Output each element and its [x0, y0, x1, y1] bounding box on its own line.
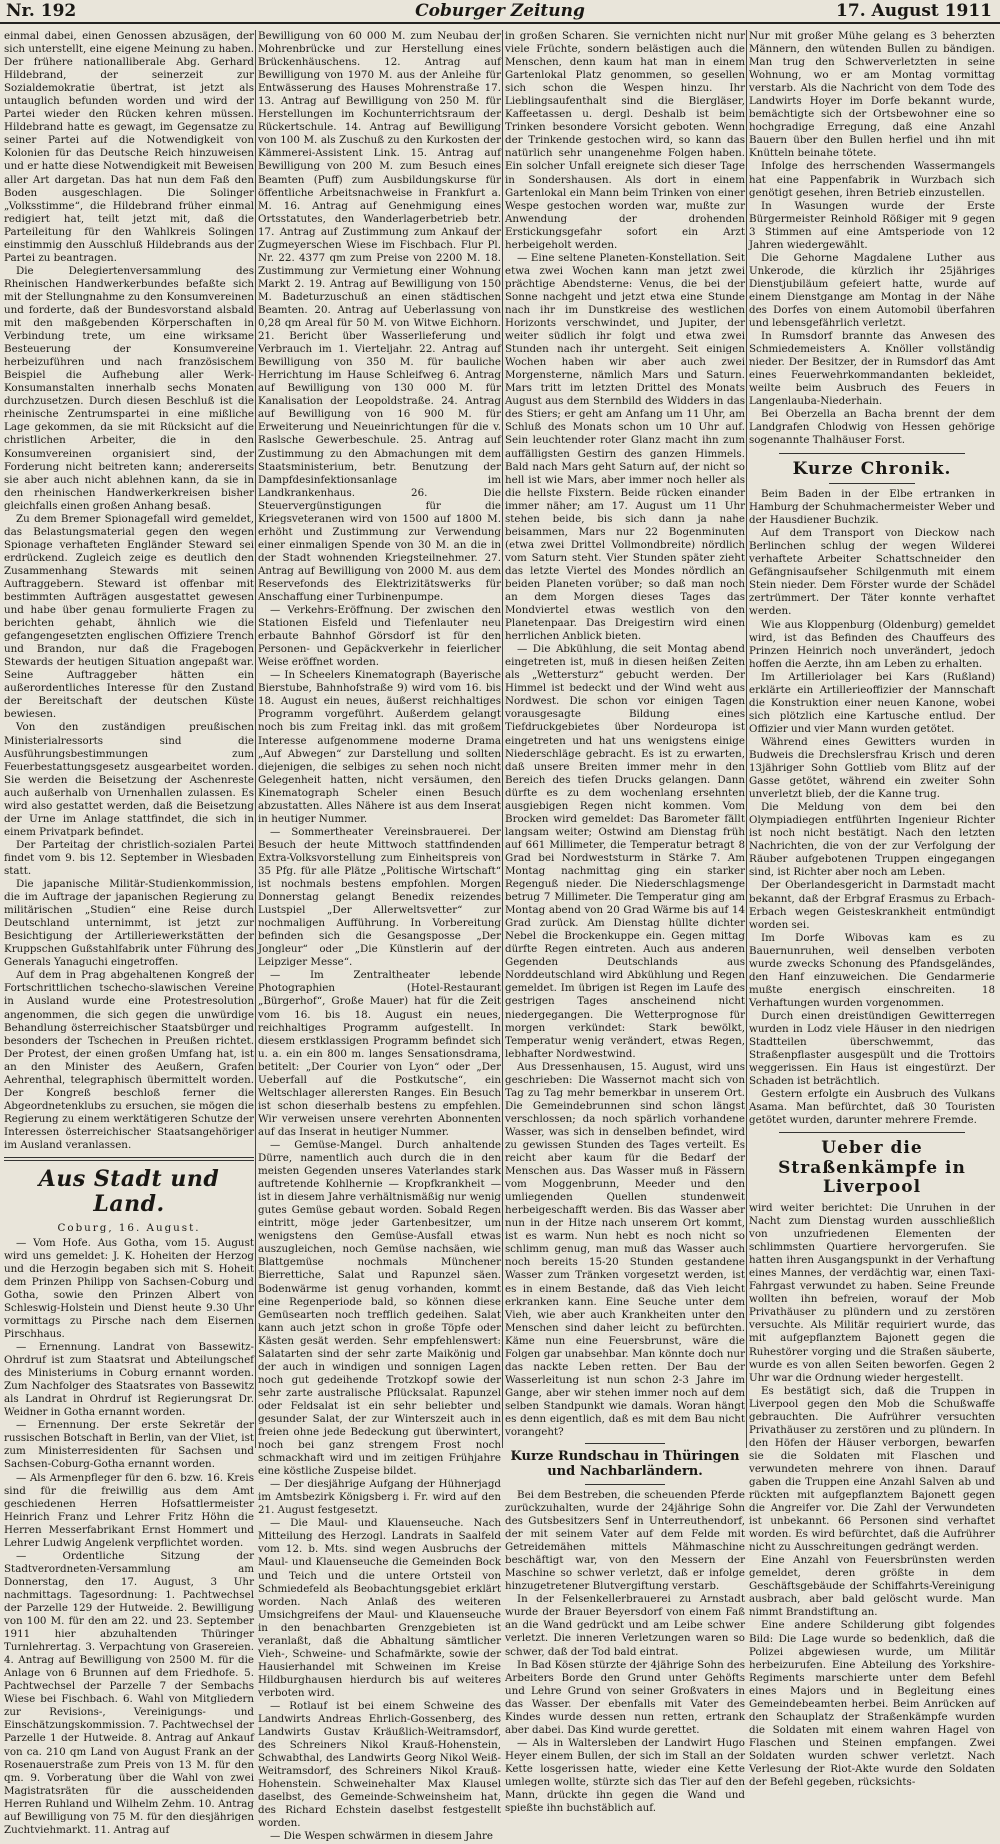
- article-paragraph: Der Oberlandesgericht in Darmstadt macht bekannt, daß der Erbgraf Erasmus zu Erbach-Erbach wegen Geisteskrankheit entmündigt worden sei.: [749, 879, 995, 931]
- section-heading-regional-news: Kurze Rundschau in Thüringen und Nachbarländern.: [510, 1449, 740, 1479]
- column-rule: [255, 30, 256, 1448]
- article-paragraph: Bewilligung von 60 000 M. zum Neubau der Mohrenbrücke und zur Herstellung eines Brückenhäuschens. 12. Antrag auf Bewilligung von 1970 M. aus der Anleihe für Entwässerung des Hauses Mohrenstraße 17. 13. Antrag auf Bewilligung von 250 M. für Herstellungen im Kochunterrichtsraum der Rückertschule. 14. Antrag auf Bewilligung von 100 M. als Zuschuß zu den Kurkosten der Kämmerei-Assistent Link. 15. Antrag auf Bewilligung von 200 M. zum Besuch eines Beamten (Puff) zum Ausbildungskurse für öffentliche Arbeitsnachweise in Frankfurt a. M. 16. Antrag auf Genehmigung eines Ortsstatutes, den Wanderlagerbetrieb betr. 17. Antrag auf Zustimmung zum Ankauf der Zugmeyerschen Wiese im Fischbach. Flur Pl. Nr. 22. 4377 qm zum Preise von 2200 M. 18. Zustimmung zur Vermietung einer Wohnung Markt 2. 19. Antrag auf Bewilligung von 150 M. Badeturzuschuß an einen städtischen Beamten. 20. Antrag auf Ueberlassung von 0,28 qm Areal für 50 M. von Witwe Eichhorn. 21. Bericht über Wasserlieferung und Verbrauch im 1. Vierteljahr. 22. Antrag auf Bewilligung von 350 M. für bauliche Herrichtung im Hause Schleifweg 6. Antrag auf Bewilligung von 130 000 M. für Kanalisation der Leopoldstraße. 24. Antrag auf Bewilligung von 16 900 M. für Erweiterung und Neueinrichtungen für die v. Raslsche Gewerbeschule. 25. Antrag auf Zustimmung zu den Abmachungen mit dem Staatsministerium, betr. Benutzung der Dampfdesinfektionsanlage im Landkrankenhaus. 26. Die Steuervergünstigungen für die Kriegsveteranen wird von 1500 auf 1800 M. erhöht und Zustimmung zur Verwendung einer einmaligen Spende von 30 M. an die in der Stadt wohnenden Kriegsteilnehmer. 27. Antrag auf Bewilligung von 2000 M. aus dem Reservefonds des Elektrizitätswerks für Anschaffung einer Turbinenpumpe.: [258, 30, 501, 604]
- section-heading-local-news: Aus Stadt und Land.: [38, 1166, 220, 1218]
- article-paragraph: Nur mit großer Mühe gelang es 3 beherzten Männern, den wütenden Bullen zu bändigen. Man trug den Schwerverletzten in seine Wohnung, wo er am Montag vormittag verstarb. Als die Nachricht von dem Tode des Landwirts Hoyer im Dorfe bekannt wurde, bemächtigte sich der Ortsbewohner eine so hochgradige Erregung, daß eine Anzahl Bauern über den Bullen herfiel und ihn mit Knütteln beinahe tötete.: [749, 30, 995, 160]
- article-paragraph: Beim Baden in der Elbe ertranken in Hamburg der Schuhmachermeister Weber und der Hausdiener Buchzik.: [749, 488, 995, 527]
- article-paragraph: — Als Armenpfleger für den 6. bzw. 16. Kreis sind für die freiwillig aus dem Amt geschiedenen Herren Hofsattlermeister Heinrich Franz und Lehrer Fritz Höhn die Herren Messerfabrikant Ernst Hommert und Lehrer Ludwig Angelenk verpflichtet worden.: [4, 1471, 254, 1549]
- column-3: [505, 30, 745, 1815]
- article-paragraph: In der Felsenkellerbrauerei zu Arnstadt wurde der Brauer Beyersdorf von einem Faß an die Wand gedrückt und am Leibe schwer verletzt. Die inneren Verletzungen waren so schwer, daß der Tod bald eintrat.: [505, 1593, 745, 1658]
- article-paragraph: In Bad Kösen stürzte der 4jährige Sohn des Arbeiters Borde den Grund unter Gehöfts und Lehre Grund von seiner Großvaters in das Wasser. Der ebenfalls mit Vater des Kindes wurde dessen nun retten, ertrank aber dabei. Das Kind wurde gerettet.: [505, 1658, 745, 1736]
- article-paragraph: Bei Oberzella an Bacha brennt der dem Landgrafen Chlodwig von Hessen gehörige sogenannte Thalhäuser Forst.: [749, 408, 995, 447]
- article-paragraph: Bei dem Bestreben, die scheuenden Pferde zurückzuhalten, wurde der 24jährige Sohn des Gutsbesitzers Senf in Unterreuthendorf, der mit seinem Vater auf dem Felde mit Getreidemähen mittels Mähmaschine beschäftigt war, von den Messern der Maschine so schwer verletzt, daß er infolge hinzugetretener Blutvergiftung verstarb.: [505, 1488, 745, 1593]
- article-paragraph: Die Gehorne Magdalene Luther aus Unkerode, die kürzlich ihr 25jähriges Dienstjubiläum gefeiert hatte, wurde auf einem Dienstgange am Montag in der Nähe des Dorfes von einem Automobil überfahren und lebensgefährlich verletzt.: [749, 251, 995, 330]
- section-heading-liverpool: Ueber die Straßenkämpfe in Liverpool: [778, 1138, 966, 1198]
- column-1: [4, 30, 254, 1836]
- issue-number: Nr. 192: [6, 1, 77, 21]
- masthead: [0, 0, 1000, 24]
- article-paragraph: Im Artilleriolager bei Kars (Rußland) erklärte ein Artillerieoffizier der Mannschaft die Konstruktion einer neuen Kanone, wobei sich plötzlich eine Kartusche entlud. Der Offizier und vier Mann wurden getötet.: [749, 670, 995, 735]
- article-paragraph: — Die Abkühlung, die seit Montag abend eingetreten ist, muß in diesen heißen Zeiten als „Wettersturz“ gebucht werden. Der Himmel ist bedeckt und der Wind weht aus Nordwest. Die schon vor einigen Tagen vorausgesagte Bildung eines Tiefdruckgebietes über Nordeuropa ist eingetreten und hat uns wenigstens einige Niederschläge gebracht. Es ist zu erwarten, daß unsere Breiten immer mehr in den Bereich des tiefen Drucks gelangen. Dann dürfte es zu dem wochenlang ersehnten ausgiebigen Regen nicht kommen. Vom Brocken wird gemeldet: Das Barometer fällt langsam weiter; Ostwind am Dienstag früh auf 661 Millimeter, die Temperatur betragt 8 Grad bei Nordweststurm in Stärke 7. Am Montag nachmittag ging ein starker Regenguß nieder. Die Niederschlagsmenge betrug 7 Millimeter. Die Temperatur ging am Montag abend von 20 Grad Wärme bis auf 14 Grad zurück. Am Dienstag hüllte dichter Nebel die Brockenkuppe ein. Gegen mittag dürfte Regen eintreten. Auch aus anderen Gegenden Deutschlands aus Norddeutschland wird Abkühlung und Regen gemeldet. Im übrigen ist Regen im Laufe des gestrigen Tages anscheinend nicht niedergegangen. Die Wetterprognose für morgen verkündet: Stark bewölkt, Temperatur wenig verändert, etwas Regen, lebhafter Nordwestwind.: [505, 643, 745, 1060]
- article-paragraph: Im Dorfe Wibovas kam es zu Bauernunruhen, weil denselben verboten wurde zwecks Schonung des Pfandsgeländes, den Hanf einzuweichen. Die Gendarmerie mußte energisch einschreiten. 18 Verhaftungen wurden vorgenommen.: [749, 931, 995, 1009]
- section-divider: [585, 1443, 665, 1444]
- article-paragraph: Infolge des herrschenden Wassermangels hat eine Pappenfabrik in Wurzbach sich genötigt gesehen, ihren Betrieb einzustellen.: [749, 160, 995, 199]
- article-paragraph: — Gemüse-Mangel. Durch anhaltende Dürre, namentlich auch durch die in den meisten Gegenden unseres Vaterlandes stark auftretende Kohlhernie — Kropfkrankheit — ist in diesem Jahre verhältnismäßig nur wenig gutes Gemüse gebaut worden. Sobald Regen eintritt, möge jeder Gartenbesitzer, um wenigstens den Gemüse-Ausfall etwas auszugleichen, noch Gemüse nachsäen, wie Blattgemüse nochmals Münchener Bierrettiche, Salat und Rapunzel säen. Bodenwärme ist genug vorhanden, kommt eine Regenperiode bald, so können diese Gemüsearten noch trefflich gedeihen. Salat kann auch jetzt schon in große Töpfe oder Kästen gesät werden. Sehr empfehlenswert: Salatarten sind der sehr zarte Maikönig und der auch in windigen und sonnigen Lagen noch gut gedeihende Trotzkopf sowie der sehr zarte australische Pflücksalat. Rapunzel oder Feldsalat ist ein sehr beliebter und gesunder Salat, der zur Winterszeit auch in freien ohne jede Bedeckung gut überwintert, noch bei ganz strengem Frost noch schmackhaft wird und im zeitigen Frühjahre eine köstliche Zuspeise bildet.: [258, 1138, 501, 1478]
- article-paragraph: — Eine seltene Planeten-Konstellation. Seit etwa zwei Wochen kann man jetzt zwei prächtige Abendsterne: Venus, die bei der Sonne nachgeht und jetzt etwa eine Stunde nach ihr im Dunstkreise des westlichen Horizonts verschwindet, und Jupiter, der weiter südlich ihr folgt und etwa zwei Stunden nach ihr untergeht. Seit einigen Wochen haben wir aber auch zwei Morgensterne, nämlich Mars und Saturn. Mars tritt im letzten Drittel des Monats August aus dem Sternbild des Widders in das des Stiers; er geht am Anfang um 11 Uhr, am Schluß des Monats schon um 10 Uhr auf. Sein leuchtender roter Glanz macht ihn zum auffälligsten Gestirn des ganzen Himmels. Bald nach Mars geht Saturn auf, der nicht so hell ist wie Mars, aber immer noch heller als die hellste Fixstern. Beide rücken einander immer näher; am 17. August um 11 Uhr stehen beide, bis sich dann ja nahe beisammen, Mars nur 22 Bogenminuten (etwa zwei Drittel Vollmondbreite) nördlich vom Saturn steht. Vier Stunden später zieht das letzte Viertel des Mondes nördlich an beiden Planeten vorüber; so daß man noch an dem Morgen dieses Tages das Mondviertel etwas westlich von den Planetenpaar. Das Dreigestirn wird einen herrlichen Anblick bieten.: [505, 251, 745, 643]
- article-paragraph: Auf dem Transport von Dieckow nach Berlinchen schlug der wegen Wilderei verhaftete Arbeiter Schattschneider den Gefängnisaufseher Schilgenmuth mit einem Stein nieder. Dem Förster wurde der Schädel zertrümmert. Der Täter konnte verhaftet werden.: [749, 527, 995, 618]
- article-paragraph: — Der diesjährige Aufgang der Hühnerjagd im Amtsbezirk Königsberg i. Fr. wird auf den 21. August festgesetzt.: [258, 1478, 501, 1517]
- article-paragraph: Eine andere Schilderung gibt folgendes Bild: Die Lage wurde so bedenklich, daß die Polizei abgewiesen wurde, um Militär herbeizurufen. Eine Abteilung des Yorkshire-Regiments marschierte unter dem Befehl eines Majors und in Begleitung eines Gemeindebeamten herbei. Beim Anrücken auf den Schauplatz der Straßenkämpfe wurden die Soldaten mit einem wahren Hagel von Flaschen und Steinen empfangen. Zwei Soldaten wurden schwer verletzt. Nach Verlesung der Riot-Akte wurde den Soldaten der Befehl gegeben, rücksichts-: [749, 1619, 995, 1789]
- section-divider: [4, 1157, 254, 1161]
- article-paragraph: Die Meldung von dem bei den Olympiadiegen entführten Ingenieur Richter ist noch nicht bestätigt. Nach den letzten Nachrichten, die von der zur Verfolgung der Räuber aufgebotenen Truppen eingegangen sind, ist Richter aber noch am Leben.: [749, 801, 995, 879]
- article-paragraph: — Vom Hofe. Aus Gotha, vom 15. August wird uns gemeldet: J. K. Hoheiten der Herzog und die Herzogin begaben sich mit S. Hoheit dem Prinzen Philipp von Sachsen-Coburg und Gotha, sowie den Prinzen Albert von Schleswig-Holstein und Dienst heute 9.30 Uhr vormittags zu Pirsche nach dem Eisernen Pirschhaus.: [4, 1236, 254, 1340]
- column-rule: [746, 30, 747, 1448]
- column-2: [258, 30, 501, 1843]
- article-paragraph: — Ordentliche Sitzung der Stadtverordneten-Versammlung am Donnerstag, den 17. August, 3 Uhr nachmittags. Tagesordnung: 1. Pachtwechsel der Parzelle 129 der Hutweide. 2. Bewilligung von 100 M. für den am 22. und 23. September 1911 hier abzuhaltenden Thüringer Turnlehrertag. 3. Verpachtung von Grasereien. 4. Antrag auf Bewilligung von 2500 M. für die Anlage von 6 Brunnen auf dem Friedhofe. 5. Pachtwechsel der Parzelle 7 der Sembachs Wiese bei Fischbach. 6. Wahl von Mitgliedern zur Revisions-, Vereinigungs- und Einschätzungskommission. 7. Pachtwechsel der Parzelle 1 der Hutweide. 8. Antrag auf Ankauf von ca. 210 qm Land von August Frank an der Rosenauerstraße zum Preis von 13 M. für den qm. 9. Vorberatung über die Wahl von zwei Magistratsräten für die ausscheidenden Herren Ruhland und Wilhelm Zehm. 10. Antrag auf Bewilligung von 75 M. für den diesjährigen Zuchtviehmarkt. 11. Antrag auf: [4, 1549, 254, 1836]
- section-heading-short-chronicle: Kurze Chronik.: [792, 458, 952, 479]
- article-paragraph: — Als in Waltersleben der Landwirt Hugo Heyer einem Bullen, der sich im Stall an der Kette losgerissen hatte, wieder eine Kette umlegen wollte, stürzte sich das Tier auf den Mann, drückte ihn gegen die Wand und spießte ihn buchstäblich auf.: [505, 1736, 745, 1815]
- article-paragraph: Es bestätigt sich, daß die Truppen in Liverpool gegen den Mob die Schußwaffe gebrauchten. Die Aufrührer versuchten Privathäuser zu zerstören und zu plündern. In den Höfen der Häuser verborgen, bewarfen sie die Soldaten mit Flaschen und verwundeten mehrere von ihnen. Darauf gaben die Truppen eine Anzahl Salven ab und rückten mit aufgepflanztem Bajonett gegen die Angreifer vor. Die Zahl der Verwundeten ist unbekannt. 66 Personen sind verhaftet worden. Es wird befürchtet, daß die Aufrührer nicht zu Ausschreitungen gedrängt werden.: [749, 1384, 995, 1554]
- column-4: [749, 30, 995, 1789]
- article-paragraph: — Die Wespen schwärmen in diesem Jahre: [270, 1830, 494, 1843]
- section-divider: [779, 1132, 965, 1133]
- article-paragraph: — Die Maul- und Klauenseuche. Nach Mitteilung des Herzogl. Landrats in Saalfeld vom 12. b. Mts. sind wegen Ausbruchs der Maul- und Klauenseuche die Gemeinden Bock und Teich und die untere Ortsteil von Schmiedefeld als Beobachtungsgebiet erklärt worden. Nach Anlaß des weiteren Umsichgreifens der Maul- und Klauenseuche in den benachbarten Grenzgebieten ist veranlaßt, daß die Abhaltung sämtlicher Vieh-, Schweine- und Schafmärkte, sowie der Hausierhandel mit Schweinen im Kreise Hildburghausen hierdurch bis auf weiteres verboten wird.: [258, 1517, 501, 1699]
- article-paragraph: Gestern erfolgte ein Ausbruch des Vulkans Asama. Man befürchtet, daß 30 Touristen getötet wurden, darunter mehrere Fremde.: [749, 1088, 995, 1127]
- section-divider: [585, 1484, 665, 1485]
- article-paragraph: In Rumsdorf brannte das Anwesen des Schmiedemeisters A. Knöller vollständig nieder. Der Besitzer, der in Rumsdorf das Amt eines Feuerwehrkommandanten bekleidet, weilte beim Ausbruch des Feuers in Langenlauba-Niederhain.: [749, 330, 995, 408]
- article-paragraph: Zu dem Bremer Spionagefall wird gemeldet, das Belastungsmaterial gegen den wegen Spionage verhafteten Engländer Steward sei erdrückend. Zugleich zeige es deutlich den Zusammenhang Stewards mit seinen Auftraggebern. Steward ist offenbar mit bestimmten Aufträgen ausgestattet gewesen und habe über genau formulierte Fragen zu berichten gehabt, ähnlich wie die gefangengesetzten englischen Offiziere Trench und Brandon, nur daß die Fragebogen Stewards der heutigen Situation angepaßt war. Seine Auftraggeber hätten ein außerordentliches Interesse für den Zustand der Bereitschaft der deutschen Küste bewiesen.: [4, 512, 254, 721]
- article-paragraph: Der Parteitag der christlich-sozialen Partei findet vom 9. bis 12. September in Wiesbaden statt.: [4, 838, 254, 877]
- article-paragraph: in großen Scharen. Sie vernichten nicht nur viele Früchte, sondern belästigen auch die Menschen, denn kaum hat man in einem Gartenlokal Platz genommen, so gesellen sich schon die Wespen hinzu. Ihr Lieblingsaufenthalt sind die Biergläser, Kaffeetassen u. dergl. Deshalb ist beim Trinken besondere Vorsicht geboten. Wenn der Trinkende gestochen wird, so kann das natürlich sehr unangenehme Folgen haben. Ein solcher Unfall ereignete sich dieser Tage in Sondershausen. Als dort in einem Gartenlokal ein Mann beim Trinken von einer Wespe gestochen worden war, mußte zur Anwendung der drohenden Erstickungsgefahr sofort ein Arzt herbeigeholt werden.: [505, 30, 745, 251]
- article-paragraph: — Sommertheater Vereinsbrauerei. Der Besuch der heute Mittwoch stattfindenden Extra-Volksvorstellung zum Einheitspreis von 35 Pfg. für alle Plätze „Politische Wirtschaft“ ist nochmals bestens empfohlen. Morgen Donnerstag gelangt Benedix reizendes Lustspiel „Der Allerweltsvetter“ zur nochmaligen Aufführung. In Vorbereitung befinden sich die Gesangsposse „Der Jongleur“ oder „Die Künstlerin auf der Leipziger Messe“.: [258, 825, 501, 969]
- article-paragraph: — Verkehrs-Eröffnung. Der zwischen den Stationen Eisfeld und Tiefenlauter neu erbaute Bahnhof Görsdorf ist für den Personen- und Gepäckverkehr in feierlicher Weise eröffnet worden.: [258, 604, 501, 669]
- newspaper-title: Coburger Zeitung: [415, 1, 585, 21]
- article-paragraph: — Ernennung. Landrat von Bassewitz-Ohrdruf ist zum Staatsrat und Abteilungschef des Ministeriums in Coburg ernannt worden. Zum Nachfolger des Staatsrates von Bassewitz als Landrat in Ohrdruf ist Regierungsrat Dr. Weidner in Gotha ernannt worden.: [4, 1341, 254, 1419]
- article-paragraph: Die Delegiertenversammlung des Rheinischen Handwerkerbundes befaßte sich mit der Stellungnahme zu den Konsumvereinen und forderte, daß der Bundesvorstand alsbald mit den maßgebenden Körperschaften in Verbindung trete, um eine wirksame Besteuerung der Konsumvereine herbeizuführen und nach französischem Beispiel die Aufhebung aller Werk-Konsumanstalten innerhalb sechs Monaten durchzusetzen. Durch diesen Beschluß ist die rheinische Zentrumspartei in eine mißliche Lage gekommen, da sie mit Rücksicht auf die christlichen Arbeiter, die in den Konsumvereinen organisiert sind, der Forderung nicht beitreten kann; andererseits sie aber auch nicht ablehnen kann, da sie in den rheinischen Handwerkerkreisen bisher gleichfalls einen großen Anhang besaß.: [4, 264, 254, 512]
- column-rule: [502, 30, 503, 1448]
- article-paragraph: — Rotlauf ist bei einem Schweine des Landwirts Andreas Ehrlich-Gossenberg, des Landwirts Gustav Kräußlich-Weitramsdorf, des Schreiners Nikol Krauß-Hohenstein, Schwabthal, des Landwirts Georg Nikol Weiß-Weitramsdorf, des Schreiners Nikol Krauß-Hohenstein. Schweinehalter Max Klausel daselbst, des Gemeinde-Schweinsheim hat, des Richard Echstein daselbst festgestellt worden.: [258, 1700, 501, 1830]
- section-divider: [829, 483, 915, 484]
- article-paragraph: — Ernennung. Der erste Sekretär der russischen Botschaft in Berlin, van der Vliet, ist zum Ministerresidenten für Sachsen und Sachsen-Coburg-Gotha ernannt worden.: [4, 1419, 254, 1471]
- article-paragraph: wird weiter berichtet: Die Unruhen in der Nacht zum Dienstag wurden ausschließlich von unzufriedenen Elementen der schlimmsten Quartiere hervorgerufen. Sie hatten ihren Ausgangspunkt in der Verhaftung eines Mannes, der verdächtig war, einen Taxi-Fahrgast verwundet zu haben. Seine Freunde wollten ihn befreien, worauf der Mob Privathäuser zu plündern und zu zerstören versuchte. Als Militär requiriert wurde, das mit aufgepflanztem Bajonett gegen die Ruhestörer vorging und die Straßen säuberte, wurde es von allen Seiten beworfen. Gegen 2 Uhr war die Ordnung wieder hergestellt.: [749, 1201, 995, 1384]
- section-divider: [779, 453, 965, 454]
- article-paragraph: Durch einen dreistündigen Gewitterregen wurden in Lodz viele Häuser in den niedrigen Stadtteilen überschwemmt, das Straßenpflaster ausgespült und die Trottoirs weggerissen. Ein Haus ist eingestürzt. Der Schaden ist beträchtlich.: [749, 1009, 995, 1088]
- article-paragraph: Auf dem in Prag abgehaltenen Kongreß der Fortschrittlichen tschecho-slawischen Vereine in Ausland wurde eine Protestresolution angenommen, die sich gegen die unwürdige Behandlung österreichischer Staatsbürger und besonders der Tschechen in Preußen richtet. Der Protest, der einen großen Umfang hat, ist an den Minister des Aeußern, Grafen Aehrenthal, telegraphisch übermittelt worden. Der Kongreß beschloß ferner die Abgeordnetenklubs zu ersuchen, sie mögen die Regierung zu einem werktätigeren Schutze der Interessen österreichischer Staatsangehöriger im Ausland veranlassen.: [4, 969, 254, 1151]
- issue-date: 17. August 1911: [836, 1, 992, 21]
- article-paragraph: Während eines Gewitters wurden in Budweis die Drechslersfrau Krisch und deren 13jähriger Sohn Gottlieb vom Blitz auf der Gasse getötet, während ein zweiter Sohn unverletzt blieb, der die Kanne trug.: [749, 735, 995, 801]
- article-paragraph: einmal dabei, einen Genossen abzusägen, der sich unterstellt, eine eigene Meinung zu haben. Der frühere nationalliberale Abg. Gerhard Hildebrand, der seinerzeit zur Sozialdemokratie übertrat, ist jetzt als untauglich befunden worden und wird der Partei wieder den Rücken kehren müssen. Hildebrand hatte es gewagt, im Gegensatze zu seiner Partei auf die Notwendigkeit von Kolonien für das Deutsche Reich hinzuweisen und er hatte diese Notwendigkeit mit Beweisen aller Art dargetan. Das hat nun dem Faß den Boden ausgeschlagen. Die Solinger „Volksstimme“, die Hildebrand früher einmal redigiert hat, teilt jetzt mit, daß die Parteileitung für den Wahlkreis Solingen einstimmig den Ausschluß Hildebrands aus der Partei zu beantragen.: [4, 30, 254, 264]
- article-paragraph: Aus Dressenhausen, 15. August, wird uns geschrieben: Die Wassernot macht sich von Tag zu Tag mehr bemerkbar in unserem Ort. Die Gemeindebrunnen sind schon längst verschlossen; da noch spärlich vorhandene Wasser, was sich in denselben befindet, wird zu gewissen Stunden des Tages verteilt. Es reicht aber kaum für die Bedarf der Menschen aus. Das Wasser muß in Fässern vom Moggenbrunn, Meeder und den umliegenden Quellen stundenweit herbeigeschafft werden. Bis das Wasser aber nun in der Hitze nach unserem Ort kommt, ist es warm. Nun hebt es noch nicht so schlimm genug, man muß das Wasser auch noch bereits 15-20 Stunden gestandene Wasser zum Tränken vorgesetzt werden, ist es in einem Bestande, daß das Vieh leicht erkranken kann. Eine Seuche unter dem Vieh, wie aber auch Krankheiten unter den Menschen sind daher leicht zu befürchten. Käme nun eine Feuersbrunst, wäre die Folgen gar unabsehbar. Man könnte doch nur das nackte Leben retten. Der Bau der Wasserleitung ist nun schon 2-3 Jahre im Gange, aber wir stehen immer noch auf dem selben Standpunkt wie damals. Woran hängt es denn eigentlich, daß es mit dem Bau nicht vorangeht?: [505, 1060, 745, 1439]
- dateline: Coburg, 16. August.: [57, 1221, 201, 1234]
- article-paragraph: — Im Zentraltheater lebende Photographien (Hotel-Restaurant „Bürgerhof“, Große Mauer) hat für die Zeit vom 16. bis 18. August ein neues, reichhaltiges Programm aufgestellt. In diesem erstklassigen Programm befindet sich u. a. ein ein 800 m. langes Sensationsdrama, betitelt: „Der Courier von Lyon“ oder „Der Ueberfall auf die Postkutsche“, ein Weltschlager allerersten Ranges. Ein Besuch ist schon dieserhalb bestens zu empfehlen. Wir verweisen unsere verehrten Abonnenten auf das Inserat in heutiger Nummer.: [258, 969, 501, 1138]
- article-paragraph: Wie aus Kloppenburg (Oldenburg) gemeldet wird, ist das Befinden des Chauffeurs des Prinzen Heinrich noch unverändert, jedoch hoffen die Aerzte, ihn am Leben zu erhalten.: [749, 618, 995, 670]
- article-paragraph: Eine Anzahl von Feuersbrünsten werden gemeldet, deren größte in dem Geschäftsgebäude der Schiffahrts-Vereinigung ausbrach, aber bald gelöscht wurde. Man nimmt Brandstiftung an.: [749, 1554, 995, 1619]
- article-paragraph: Die japanische Militär-Studienkommission, die im Auftrage der japanischen Regierung zu militärischen „Studien“ eine Reise durch Deutschland unternimmt, ist jetzt zur Besichtigung der Artilleriewerkstätten der Kruppschen Gußstahlfabrik unter Führung des Generals Yanaguchi eingetroffen.: [4, 878, 254, 969]
- article-paragraph: Von den zuständigen preußischen Ministerialressorts sind die Ausführungsbestimmungen zum Feuerbestattungsgesetz ausgearbeitet worden. Sie werden die Beisetzung der Aschenreste auch außerhalb von Urnenhallen zulassen. Es wird also gestattet werden, daß die Beisetzung der Urne im Anlage stattfindet, die sich in einem Privatpark befindet.: [4, 721, 254, 838]
- article-paragraph: — In Scheelers Kinematograph (Bayerische Bierstube, Bahnhofstraße 9) wird vom 16. bis 18. August ein neues, äußerst reichhaltiges Programm vorgeführt. Außerdem gelangt noch bis zum Freitag inkl. das mit großem Interesse aufgenommene moderne Drama „Auf Abwegen“ zur Darstellung und sollten diejenigen, die selbiges zu sehen noch nicht Gelegenheit hatten, nicht versäumen, den Kinematograph Scheler einen Besuch abzustatten. Alles Nähere ist aus dem Inserat in heutiger Nummer.: [258, 669, 501, 825]
- article-paragraph: In Wasungen wurde der Erste Bürgermeister Reinhold Rößiger mit 9 gegen 3 Stimmen auf eine Amtsperiode von 12 Jahren wiedergewählt.: [749, 199, 995, 251]
